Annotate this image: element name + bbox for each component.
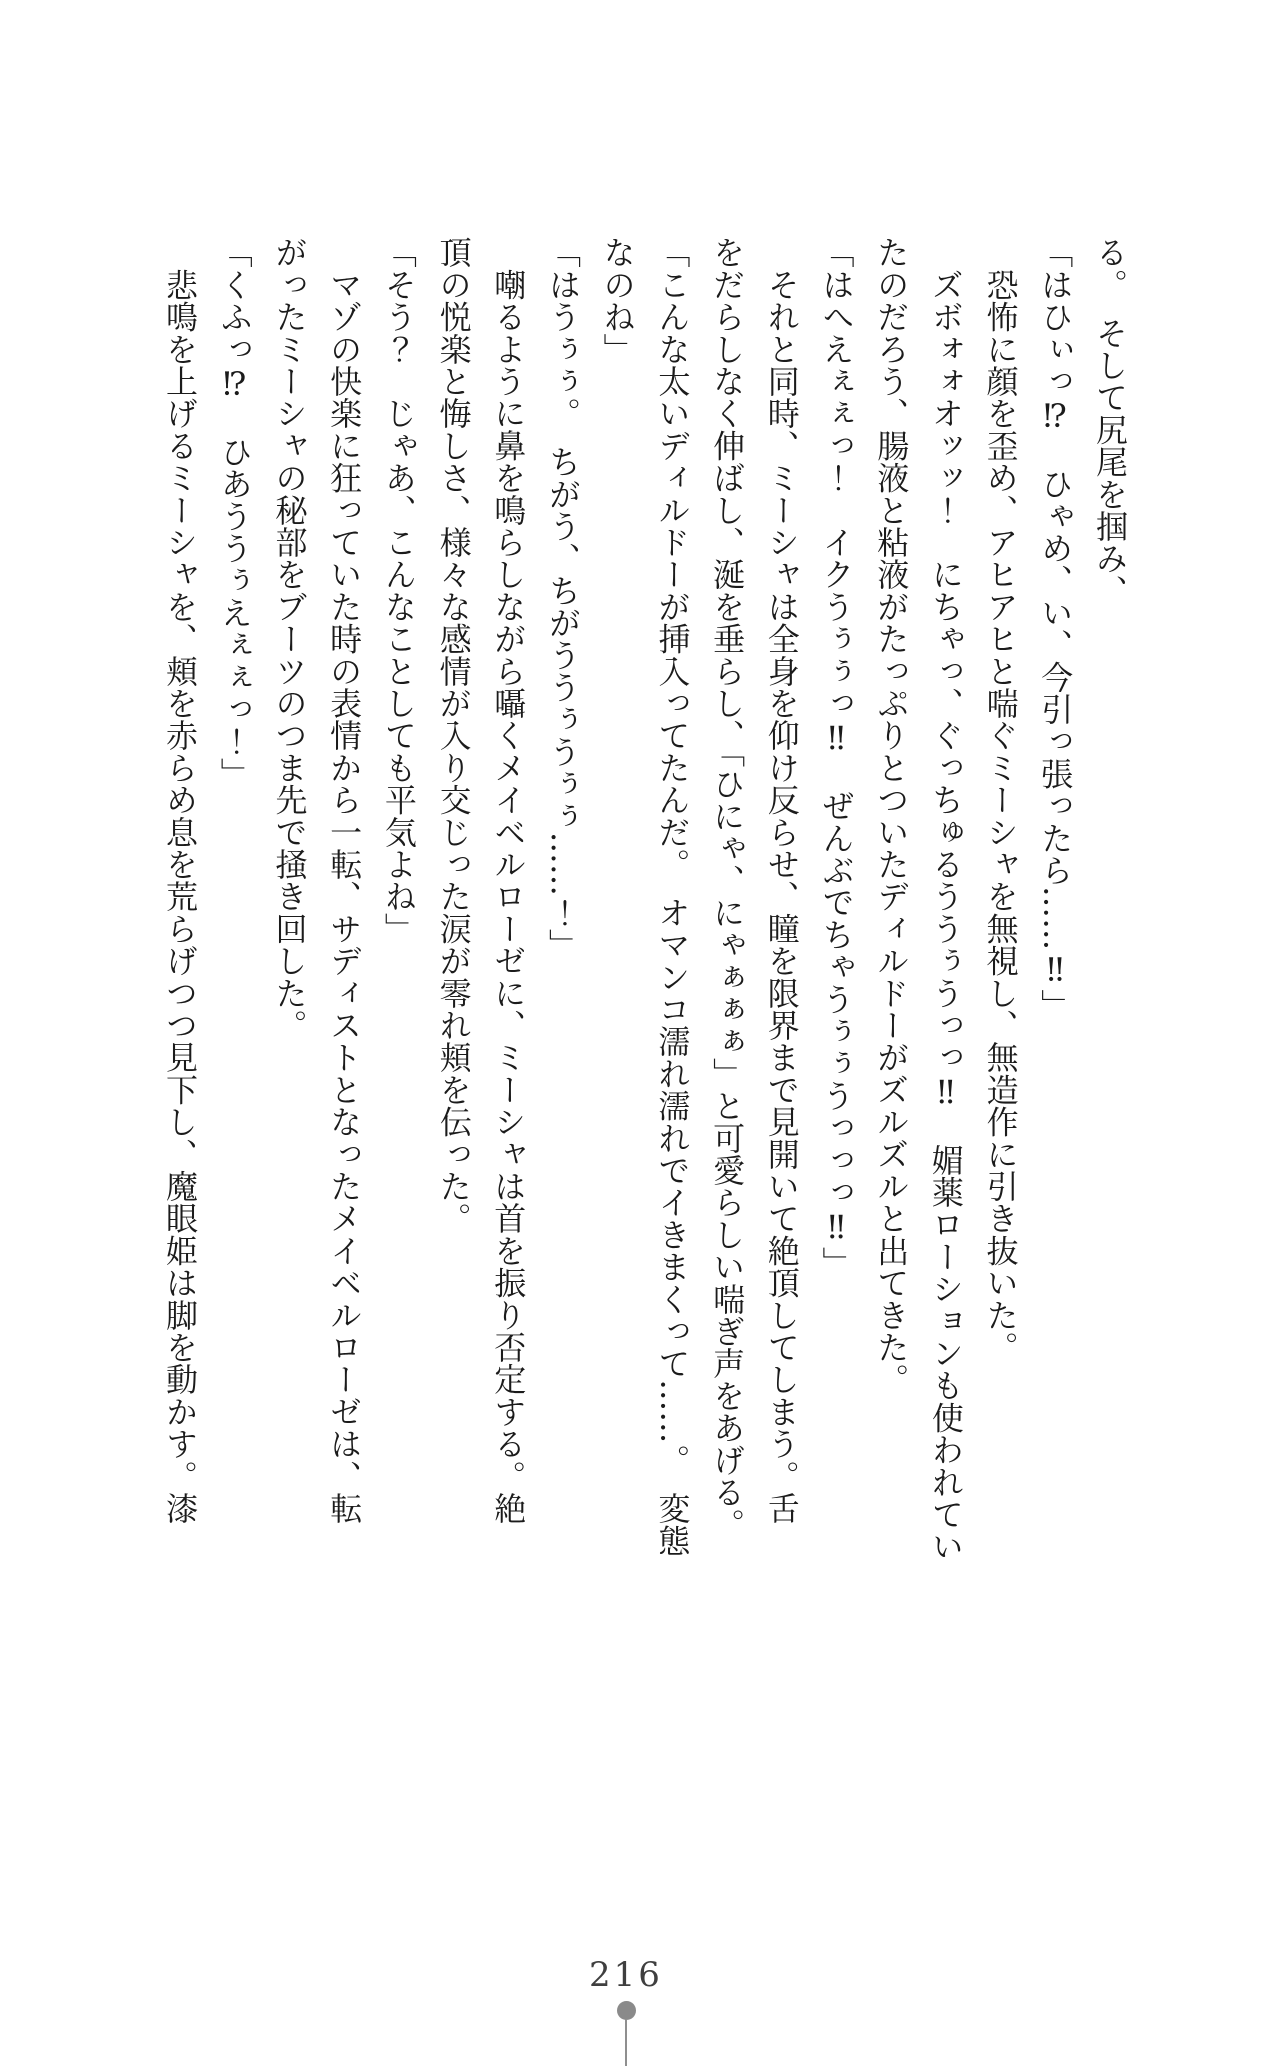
text-column: 「そう？ じゃあ、こんなことしても平気よね」	[379, 236, 418, 945]
text-column: る。 そして尻尾を掴み、	[1091, 236, 1129, 607]
text-column: 「こんな太いディルドーが挿入ってたんだ。 オマンコ濡れ濡れでイきまくって……。 変態	[653, 236, 692, 1557]
page-footer	[0, 1955, 1263, 2066]
text-column: それと同時、ミーシャは全身を仰け反らせ、瞳を限界まで見開いて絶頂してしまう。舌	[762, 236, 801, 1524]
text-column: 「くふっ⁉ ひあううぅえぇぇっ！」	[215, 236, 254, 790]
text-column: ズボォォオッッ！ にちゃっ、ぐっちゅるううぅうっっ‼ 媚薬ローションも使われてい	[926, 236, 965, 1563]
text-column: をだらしなく伸ばし、涎を垂らし、「ひにゃ、にゃぁぁぁ」と可愛らしい喘ぎ声をあげる。	[708, 236, 747, 1541]
text-block	[152, 236, 1137, 1598]
text-column: 悲鳴を上げるミーシャを、頬を赤らめ息を荒らげつつ見下し、魔眼姫は脚を動かす。漆	[161, 236, 200, 1524]
text-column: 「はへえぇぇっ！ イクうぅぅっ‼ ぜんぶでちゃうぅぅうっっっ‼」	[817, 236, 856, 1279]
page-number: 216	[589, 1955, 663, 1995]
text-column: 嘲るように鼻を鳴らしながら囁くメイベルローゼに、ミーシャは首を振り否定する。絶	[489, 236, 528, 1524]
page-marker-line	[625, 2019, 627, 2066]
page-marker-dot-icon	[617, 2001, 636, 2020]
text-column: なのね」	[598, 236, 637, 365]
text-column: 「はひぃっ⁉ ひゃめ、い、今引っ張ったら……‼」	[1036, 236, 1075, 1021]
text-column: たのだろう、腸液と粘液がたっぷりとついたディルドーがズルズルと出てきた。	[872, 236, 911, 1396]
text-column: 頂の悦楽と悔しさ、様々な感情が入り交じった涙が零れ頬を伝った。	[434, 236, 473, 1235]
text-column: 恐怖に顔を歪め、アヒアヒと喘ぐミーシャを無視し、無造作に引き抜いた。	[981, 236, 1020, 1363]
text-column: 「はうぅぅ。 ちがう、ちがううぅうぅぅ……！」	[543, 236, 582, 961]
text-column: がったミーシャの秘部をブーツのつま先で掻き回した。	[270, 236, 309, 1041]
text-column: マゾの快楽に狂っていた時の表情から一転、サディストとなったメイベルローゼは、転	[325, 236, 364, 1524]
